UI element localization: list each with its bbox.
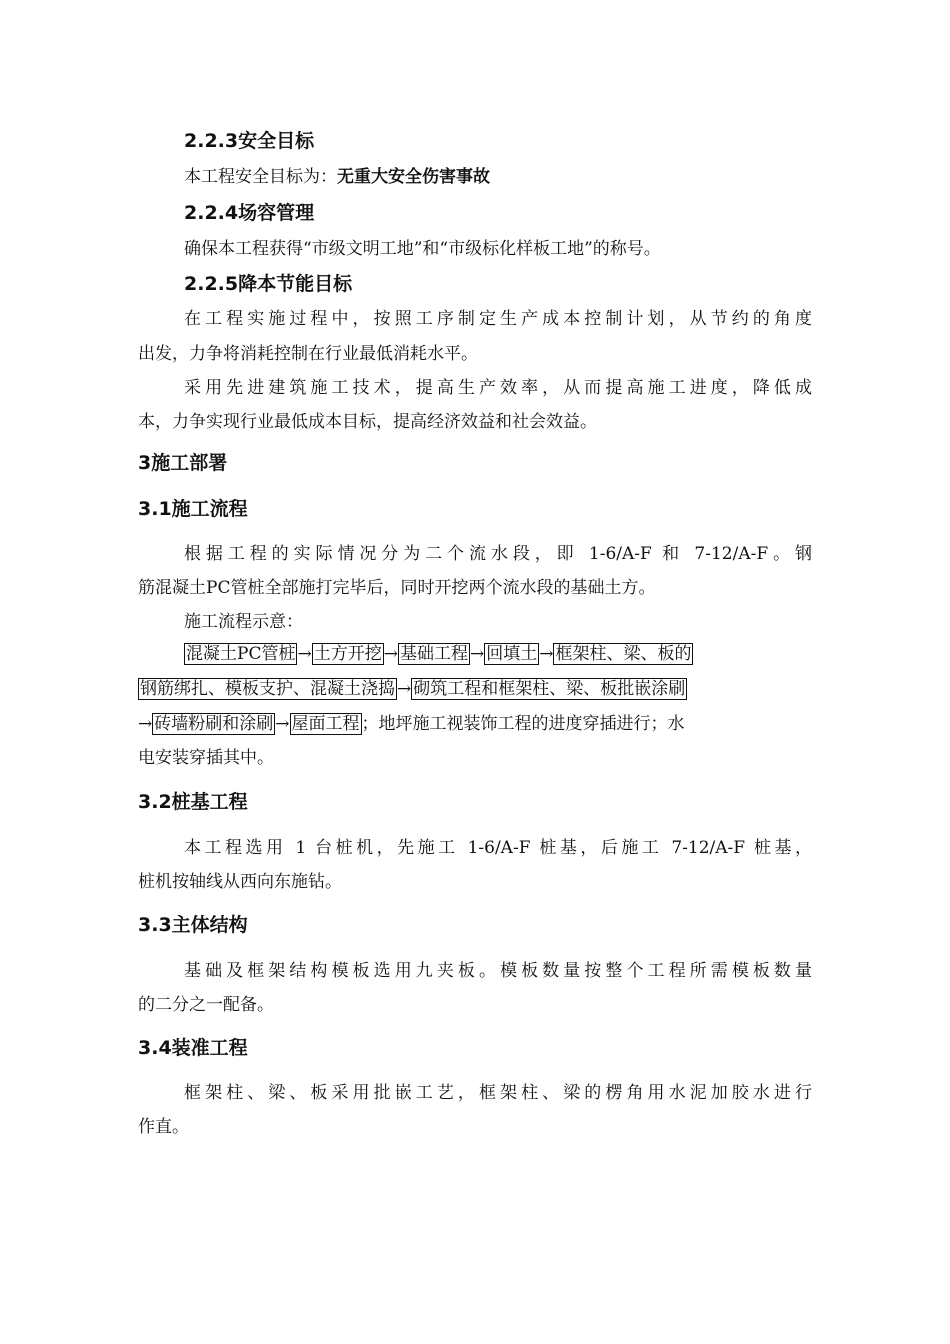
- safety-goal-line: [184, 164, 490, 190]
- arrow-icon: →: [383, 644, 398, 664]
- paragraph-line: 出发，力争将消耗控制在行业最低消耗水平。: [138, 344, 478, 364]
- paragraph-line: 采用先进建筑施工技术，提高生产效率，从而提高施工进度，降低成: [184, 378, 812, 398]
- paragraph-line: 的二分之一配备。: [138, 995, 274, 1015]
- site-management-text: 确保本工程获得“市级文明工地”和“市级标化样板工地”的称号。: [184, 239, 661, 259]
- arrow-icon: →: [469, 644, 485, 664]
- heading-2-2-5: 2.2.5降本节能目标: [184, 273, 353, 295]
- paragraph-line: 桩机按轴线从西向东施钻。: [138, 872, 342, 892]
- heading-3-3: 3.3主体结构: [138, 914, 248, 936]
- heading-3-4: 3.4装准工程: [138, 1037, 248, 1059]
- arrow-icon: →: [138, 714, 153, 734]
- flow-step-frame-a: 框架柱、梁、板的: [555, 644, 692, 664]
- heading-2-2-3: 2.2.3安全目标: [184, 130, 315, 152]
- safety-goal-prefix: 本工程安全目标为：: [184, 167, 337, 187]
- flow-line-1: [184, 641, 693, 667]
- arrow-icon: →: [539, 644, 554, 664]
- flow-step-pc-pile: 混凝土PC管桩: [186, 644, 296, 664]
- paragraph-line: 在工程实施过程中，按照工序制定生产成本控制计划，从节约的角度: [184, 309, 812, 329]
- arrow-icon: →: [297, 644, 312, 664]
- flow-step-masonry: 砌筑工程和框架柱、梁、板批嵌涂刷: [413, 679, 686, 699]
- flow-line-3: [138, 711, 685, 737]
- flow-step-frame-b: 钢筋绑扎、模板支护、混凝土浇捣: [140, 679, 395, 699]
- flow-step-foundation: 基础工程: [399, 644, 468, 664]
- flow-step-roofing: 屋面工程: [291, 714, 360, 734]
- paragraph-line: 框架柱、梁、板采用批嵌工艺，框架柱、梁的楞角用水泥加胶水进行: [184, 1083, 812, 1103]
- paragraph-line: 根据工程的实际情况分为二个流水段，即 1-6/A-F 和 7-12/A-F。钢: [184, 544, 812, 564]
- paragraph-line: 本工程选用 1 台桩机，先施工 1-6/A-F 桩基，后施工 7-12/A-F 桩基，: [184, 838, 812, 858]
- heading-3-2: 3.2桩基工程: [138, 791, 248, 813]
- flow-step-plastering: 砖墙粉刷和涂刷: [154, 714, 274, 734]
- arrow-icon: →: [397, 679, 412, 699]
- safety-goal-value: 无重大安全伤害事故: [337, 167, 490, 187]
- heading-2-2-4: 2.2.4场容管理: [184, 202, 315, 224]
- flow-tail-text: ；地坪施工视装饰工程的进度穿插进行；水: [361, 714, 685, 734]
- flow-line-2: [138, 676, 687, 702]
- flow-step-backfill: 回填土: [486, 644, 538, 664]
- flow-intro: 施工流程示意：: [184, 612, 303, 632]
- flow-step-excavation: 土方开挖: [313, 644, 382, 664]
- paragraph-line: 基础及框架结构模板选用九夹板。模板数量按整个工程所需模板数量: [184, 961, 812, 981]
- heading-3-1: 3.1施工流程: [138, 498, 248, 520]
- arrow-icon: →: [275, 714, 290, 734]
- paragraph-line: 筋混凝土PC管桩全部施打完毕后，同时开挖两个流水段的基础土方。: [138, 578, 656, 598]
- paragraph-line: 电安装穿插其中。: [138, 748, 274, 768]
- paragraph-line: 作直。: [138, 1117, 189, 1137]
- heading-3: 3施工部署: [138, 452, 228, 474]
- paragraph-line: 本，力争实现行业最低成本目标，提高经济效益和社会效益。: [138, 412, 597, 432]
